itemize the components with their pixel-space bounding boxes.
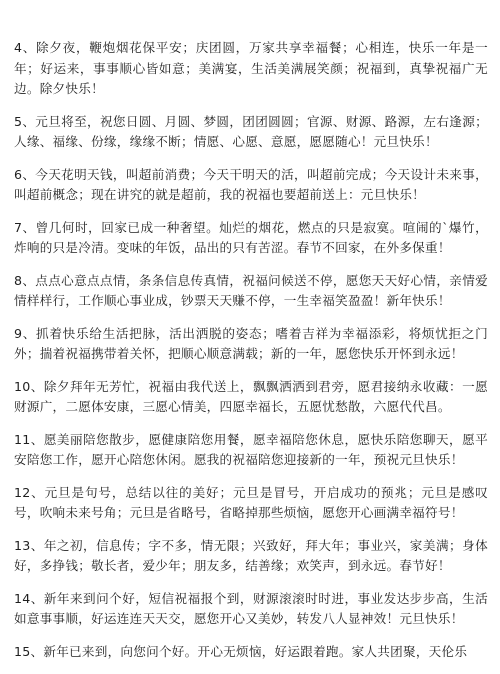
blessing-paragraph-10: 10、除夕拜年无芳忙，祝福由我代送上，飘飘洒洒到君旁，愿君接纳永收藏：一愿财源广，二愿体安康，三愿心情美，四愿幸福长，五愿忧愁散，六愿代代昌。 [14, 378, 488, 414]
blessing-paragraph-12: 12、元旦是句号，总结以往的美好；元旦是冒号，开启成功的预兆；元旦是感叹号，吹响未来号角；元旦是省略号，省略掉那些烦恼，愿您开心画满幸福符号！ [14, 484, 488, 520]
blessing-paragraph-6: 6、今天花明天钱，叫超前消费；今天干明天的活，叫超前完成；今天设计未来事，叫超前概念；现在讲究的就是超前，我的祝福也要超前送上：元旦快乐！ [14, 166, 488, 202]
article-body [14, 38, 488, 674]
blessing-paragraph-9: 9、抓着快乐给生活把脉，活出洒脱的姿态；嗜着吉祥为幸福添彩，将烦忧拒之门外；揣着祝福携带着关怀，把顺心顺意满载；新的一年，愿您快乐开怀到永远！ [14, 325, 488, 361]
blessing-paragraph-15: 15、新年已来到，向您问个好。开心无烦恼，好运跟着跑。家人共团聚，天伦乐 [14, 643, 468, 659]
blessing-paragraph-8: 8、点点心意点点情，条条信息传真情，祝福问候送不停，愿您天天好心情，亲情爱情样样行，工作顺心事业成，钞票天天赚不停，一生幸福笑盈盈！新年快乐！ [14, 272, 488, 308]
blessing-paragraph-7: 7、曾几何时，回家已成一种奢望。灿烂的烟花，燃点的只是寂寞。喧闹的`爆竹，炸响的只是冷清。变味的年饭，品出的只有苦涩。春节不回家，在外多保重！ [14, 219, 488, 255]
blessing-paragraph-5: 5、元旦将至，祝您日圆、月圆、梦圆，团团圆圆；官源、财源、路源，左右逢源；人缘、福缘、份缘，缘缘不断；情愿、心愿、意愿，愿愿随心！元旦快乐！ [14, 113, 488, 149]
blessing-paragraph-4: 4、除夕夜，鞭炮烟花保平安；庆团圆，万家共享幸福餐；心相连，快乐一年是一年；好运来，事事顺心皆如意；美满宴，生活美满展笑颜；祝福到，真挚祝福广无边。除夕快乐！ [14, 40, 488, 96]
blessing-paragraph-11: 11、愿美丽陪您散步，愿健康陪您用餐，愿幸福陪您休息，愿快乐陪您聊天，愿平安陪您工作，愿开心陪您休闲。愿我的祝福陪您迎接新的一年，预祝元旦快乐！ [14, 431, 488, 467]
blessing-paragraph-14: 14、新年来到问个好，短信祝福报个到，财源滚滚时时进，事业发达步步高，生活如意事事顺，好运连连天天交，愿您开心又美妙，转发八人显神效！元旦快乐！ [14, 590, 488, 626]
blessing-paragraph-13: 13、年之初，信息传；字不多，情无限；兴致好，拜大年；事业兴，家美满；身体好，多挣钱；敬长者，爱少年；朋友多，结善缘；欢笑声，到永远。春节好！ [14, 537, 488, 573]
